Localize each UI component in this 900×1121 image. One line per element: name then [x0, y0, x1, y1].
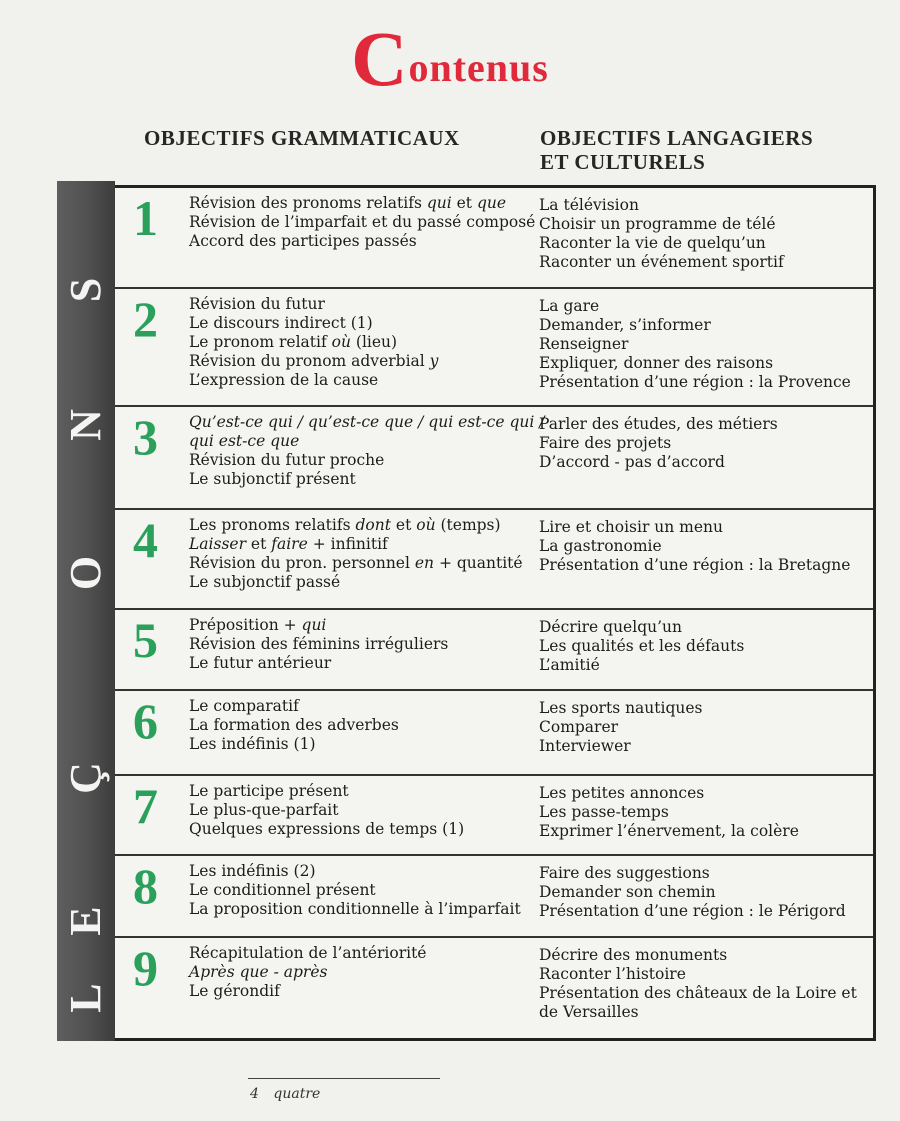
language-line: Décrire quelqu’un [539, 618, 682, 636]
lesson-number: 9 [133, 940, 158, 996]
grammar-objectives [189, 782, 534, 839]
grammar-text: et [245, 535, 272, 553]
language-line: D’accord - pas d’accord [539, 453, 725, 471]
language-line: Raconter l’histoire [539, 965, 686, 983]
language-line: Exprimer l’énervement, la colère [539, 822, 799, 840]
language-line: Demander, s’informer [539, 316, 711, 334]
lesson-row-1 [115, 188, 873, 289]
language-line: Les passe-temps [539, 803, 669, 821]
language-line: La télévision [539, 196, 639, 214]
grammar-text: que [476, 194, 507, 212]
lesson-number: 2 [133, 291, 158, 347]
sidebar-letter: L [61, 983, 110, 1013]
grammar-objectives [189, 616, 534, 673]
language-line: Interviewer [539, 737, 631, 755]
grammar-text: qui [301, 616, 327, 634]
grammar-text: qui [426, 194, 452, 212]
grammar-objectives [189, 862, 534, 919]
grammar-text: Après que - après [189, 963, 328, 981]
grammar-line [189, 635, 534, 654]
language-line: L’amitié [539, 656, 600, 674]
title-rest: ontenus [408, 45, 549, 90]
language-line: Faire des projets [539, 434, 672, 452]
grammar-text: (lieu) [350, 333, 398, 351]
language-objectives [539, 946, 869, 1022]
grammar-text: Les pronoms relatifs [189, 516, 356, 534]
language-line: Présentation des châteaux de la Loire et de Versailles [539, 984, 857, 1021]
language-line: Parler des études, des métiers [539, 415, 778, 433]
grammar-line [189, 295, 534, 314]
language-line: Expliquer, donner des raisons [539, 354, 774, 372]
grammar-line [189, 944, 534, 963]
grammar-line [189, 232, 534, 251]
lesson-row-4 [115, 510, 873, 610]
language-line: Les sports nautiques [539, 699, 703, 717]
language-objectives [539, 699, 869, 756]
language-line: Lire et choisir un menu [539, 518, 724, 536]
grammar-text: Le participe présent [189, 782, 349, 800]
grammar-line [189, 352, 534, 371]
language-objectives [539, 618, 869, 675]
grammar-text: Révision du pron. personnel [189, 554, 415, 572]
lesson-row-9 [115, 938, 873, 1041]
grammar-objectives [189, 944, 534, 1001]
grammar-line [189, 573, 534, 592]
grammar-line [189, 881, 534, 900]
grammar-text: Le conditionnel présent [189, 881, 376, 899]
language-line: Décrire des monuments [539, 946, 728, 964]
language-line: Demander son chemin [539, 883, 716, 901]
grammar-line [189, 213, 534, 232]
lesson-number: 6 [133, 693, 158, 749]
language-line: Présentation d’une région : le Périgord [539, 902, 846, 920]
grammar-text: et [390, 516, 417, 534]
grammar-objectives [189, 194, 534, 251]
grammar-text: Révision des pronoms relatifs [189, 194, 427, 212]
language-line: La gastronomie [539, 537, 662, 555]
grammar-text: dont [355, 516, 391, 534]
sidebar-letter: O [61, 555, 110, 591]
lesson-number: 8 [133, 858, 158, 914]
grammar-text: où [331, 333, 351, 351]
grammar-line [189, 820, 534, 839]
language-objectives [539, 415, 869, 472]
grammar-text: (temps) [435, 516, 501, 534]
lessons-sidebar [57, 181, 115, 1041]
grammar-text: La proposition conditionnelle à l’imparfait [189, 900, 521, 918]
language-line: Présentation d’une région : la Bretagne [539, 556, 851, 574]
grammar-objectives [189, 697, 534, 754]
grammar-line [189, 735, 534, 754]
page-number: 4 [250, 1086, 259, 1102]
lesson-number: 3 [133, 409, 158, 465]
grammar-line [189, 616, 534, 635]
grammar-line [189, 470, 534, 489]
grammar-line [189, 654, 534, 673]
language-line: La gare [539, 297, 600, 315]
grammar-text: Révision du pronom adverbial [189, 352, 430, 370]
language-objectives [539, 864, 869, 921]
grammar-line [189, 516, 534, 535]
language-line: Faire des suggestions [539, 864, 710, 882]
grammar-text: Le gérondif [189, 982, 280, 1000]
lesson-row-3 [115, 407, 873, 510]
grammar-text: Préposition + [189, 616, 302, 634]
grammar-text: faire [271, 535, 308, 553]
grammar-line [189, 782, 534, 801]
page-title [0, 14, 900, 104]
grammar-text: Le pronom relatif [189, 333, 332, 351]
lesson-number: 7 [133, 778, 158, 834]
language-line: Raconter un événement sportif [539, 253, 784, 271]
grammar-line [189, 413, 545, 432]
grammar-text: et [451, 194, 477, 212]
page-word: quatre [273, 1086, 321, 1102]
grammar-line [189, 554, 534, 573]
grammar-text: Les indéfinis (1) [189, 735, 316, 753]
grammar-line [189, 963, 534, 982]
language-objectives [539, 297, 869, 392]
grammar-text: Laisser [189, 535, 246, 553]
grammar-line [189, 432, 534, 451]
language-line: Les qualités et les défauts [539, 637, 745, 655]
grammar-text: Le discours indirect (1) [189, 314, 373, 332]
grammar-text: en [414, 554, 435, 572]
grammar-text: Révision du futur proche [189, 451, 385, 469]
grammar-objectives [189, 295, 534, 390]
language-line: Présentation d’une région : la Provence [539, 373, 851, 391]
grammar-text: La formation des adverbes [189, 716, 399, 734]
grammar-text: y [429, 352, 439, 370]
grammar-line [189, 862, 534, 881]
grammar-line [189, 314, 534, 333]
footer-rule [248, 1078, 440, 1079]
grammar-text: Qu’est-ce qui / qu’est-ce que / qui est-ce qui / [189, 413, 545, 431]
lesson-row-8 [115, 856, 873, 938]
title-initial: C [351, 15, 409, 102]
language-objectives [539, 196, 869, 272]
grammar-line [189, 451, 534, 470]
language-line: Renseigner [539, 335, 629, 353]
grammar-line [189, 535, 534, 554]
grammar-text: où [416, 516, 436, 534]
grammar-text: Accord des participes passés [189, 232, 417, 250]
grammar-text: Le subjonctif présent [189, 470, 356, 488]
grammar-text: + quantité [434, 554, 523, 572]
grammar-line [189, 333, 534, 352]
lesson-row-7 [115, 776, 873, 856]
grammar-line [189, 716, 534, 735]
header-language-objectives [540, 126, 860, 174]
grammar-text: Révision des féminins irréguliers [189, 635, 449, 653]
language-line: Raconter la vie de quelqu’un [539, 234, 766, 252]
language-line: Les petites annonces [539, 784, 705, 802]
grammar-text: Récapitulation de l’antériorité [189, 944, 427, 962]
grammar-text: Le subjonctif passé [189, 573, 341, 591]
grammar-text: Révision de l’imparfait et du passé composé [189, 213, 536, 231]
lesson-number: 4 [133, 512, 158, 568]
lesson-number: 1 [133, 190, 158, 246]
grammar-text: Quelques expressions de temps (1) [189, 820, 465, 838]
sidebar-letter: Ç [61, 762, 110, 794]
sidebar-letter: E [61, 906, 110, 936]
page-footer [250, 1086, 320, 1102]
grammar-line [189, 982, 534, 1001]
grammar-line [189, 194, 534, 213]
grammar-text: Révision du futur [189, 295, 325, 313]
lesson-row-5 [115, 610, 873, 691]
grammar-text: Le futur antérieur [189, 654, 332, 672]
lesson-row-6 [115, 691, 873, 776]
grammar-text: + infinitif [307, 535, 388, 553]
language-line: Comparer [539, 718, 619, 736]
contents-table [115, 185, 876, 1041]
grammar-objectives [189, 516, 534, 592]
lesson-number: 5 [133, 612, 158, 668]
sidebar-letter: N [61, 409, 110, 441]
language-objectives [539, 518, 869, 575]
header-language-line-1: OBJECTIFS LANGAGIERS [540, 126, 814, 150]
grammar-line [189, 697, 534, 716]
grammar-objectives [189, 413, 545, 489]
grammar-text: L’expression de la cause [189, 371, 379, 389]
lesson-row-2 [115, 289, 873, 407]
grammar-line [189, 900, 534, 919]
grammar-text: Le comparatif [189, 697, 299, 715]
grammar-text: qui est-ce que [189, 432, 300, 450]
sidebar-letter: S [61, 277, 110, 303]
language-line: Choisir un programme de télé [539, 215, 776, 233]
header-language-line-2: ET CULTURELS [540, 150, 706, 174]
header-grammar-objectives: OBJECTIFS GRAMMATICAUX [144, 126, 460, 150]
language-objectives [539, 784, 869, 841]
grammar-text: Le plus-que-parfait [189, 801, 339, 819]
grammar-text: Les indéfinis (2) [189, 862, 316, 880]
grammar-line [189, 371, 534, 390]
grammar-line [189, 801, 534, 820]
